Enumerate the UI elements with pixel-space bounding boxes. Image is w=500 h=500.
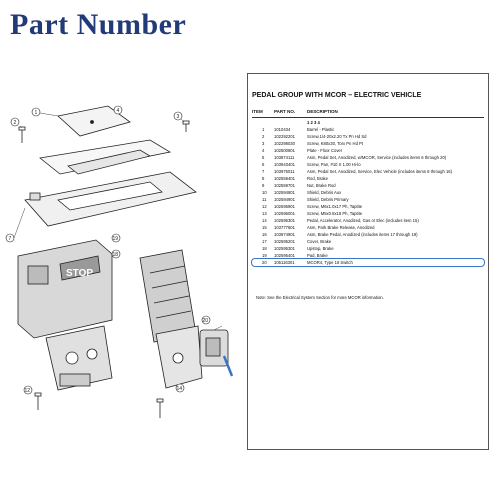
cell-desc: Cover, Brake	[307, 239, 332, 244]
table-row	[252, 245, 484, 252]
cell-part: 103874111	[274, 155, 295, 160]
cell-desc: Pedal, Accelerator, Anodized, Gas or Elec (includes item 15)	[307, 218, 419, 223]
panel-note: Note: See the Electrical System Section for more MCOR information.	[256, 295, 384, 300]
svg-text:4: 4	[116, 108, 120, 114]
svg-text:18: 18	[112, 252, 119, 258]
svg-text:19: 19	[112, 236, 119, 242]
cell-desc: Screw, K80x30, Torx Pn Hd Pt	[307, 141, 364, 146]
cell-desc: Barrel - Plastic	[307, 127, 335, 132]
cell-part: 102596001	[274, 211, 295, 216]
screw-part-3	[183, 121, 189, 132]
cell-desc: Asm, Brake Pedal, Anodized (includes items 17 through 19)	[307, 232, 418, 237]
screw-part-13	[157, 399, 163, 418]
pedal-linkage	[156, 326, 202, 388]
col-desc: DESCRIPTION	[307, 109, 338, 114]
cell-item: 17	[262, 239, 267, 244]
cell-part: 102596301	[274, 218, 295, 223]
cell-part: 103943401	[274, 162, 295, 167]
cell-part: 102298030	[274, 141, 295, 146]
table-body	[252, 119, 484, 266]
cell-item: 10	[262, 190, 267, 195]
cell-item: 2	[262, 134, 265, 139]
table-row	[252, 224, 484, 231]
cell-item: 16	[262, 232, 267, 237]
table-row	[252, 182, 484, 189]
cell-desc: Rod, Brake	[307, 176, 328, 181]
cell-desc: Screw, Pan, #10 X 1.00 Hi-lo	[307, 162, 361, 167]
exploded-parts-diagram	[0, 88, 243, 428]
cell-desc: Plate - Floor Cover	[307, 148, 343, 153]
cell-desc: Asm, Pedal Set, Anodized, Service, Elec Vehicle (includes items 8 through 16)	[307, 169, 453, 174]
brake-bracket	[18, 240, 112, 338]
table-row	[252, 154, 484, 161]
cell-item: 8	[262, 176, 265, 181]
callout-19	[112, 234, 120, 242]
screw-part-2	[19, 127, 25, 143]
callout-14	[176, 384, 184, 392]
cell-item: 14	[262, 218, 267, 223]
parts-table-panel	[247, 73, 489, 450]
table-row	[252, 217, 484, 224]
table-row	[252, 203, 484, 210]
table-row	[252, 168, 484, 175]
svg-text:12: 12	[24, 388, 31, 394]
cell-part: 102594901	[274, 197, 295, 202]
cell-item: 18	[262, 246, 267, 251]
callout-20	[202, 316, 210, 324]
cell-desc: MCOR4, Type 16 Switch	[307, 260, 353, 265]
callout-2	[11, 118, 19, 126]
cell-desc: Pad, Brake	[307, 253, 328, 258]
table-row	[252, 210, 484, 217]
cell-desc: Shield, Debris Primary	[307, 197, 349, 202]
cell-item: 4	[262, 148, 265, 153]
cell-part: 102595301	[274, 246, 295, 251]
svg-text:14: 14	[176, 386, 183, 392]
stop-label: STOP	[66, 268, 94, 279]
cell-item: 15	[262, 225, 267, 230]
cell-desc: Upstop, Brake	[307, 246, 334, 251]
cell-part: 102559401	[274, 176, 295, 181]
cell-item: 11	[262, 197, 267, 202]
lower-mechanism	[46, 326, 112, 390]
cell-item: 19	[262, 253, 267, 258]
level-marks: 1 2 3 4	[307, 120, 320, 125]
cell-desc: Screw,1/4-20x2.20 Tx Pn Hd Sd	[307, 134, 367, 139]
cell-desc: Asm, Park Brake Release, Anodized	[307, 225, 375, 230]
cell-desc: Asm, Pedal Set, Anodized, w/MCOR, Service (includes items 6 through 20)	[307, 155, 447, 160]
mcor-switch-part-20	[200, 330, 228, 366]
table-row	[252, 147, 484, 154]
upper-cover	[40, 140, 170, 174]
page-heading: Part Number	[10, 8, 187, 41]
table-row	[252, 175, 484, 182]
cell-part: 102292201	[274, 134, 295, 139]
table-row	[252, 126, 484, 133]
cell-desc: Screw, M6x1.0x17 Ph, Taptite	[307, 204, 363, 209]
cell-part: 102594801	[274, 190, 295, 195]
svg-text:3: 3	[176, 114, 180, 120]
cell-desc: Nut, Brake Rod	[307, 183, 336, 188]
col-item: ITEM	[252, 109, 263, 114]
cell-part: 102559701	[274, 183, 295, 188]
table-row	[252, 231, 484, 238]
callout-4	[114, 106, 122, 114]
level-marks-row	[252, 119, 484, 126]
cell-part: 103975011	[274, 169, 295, 174]
svg-text:20: 20	[202, 318, 209, 324]
cell-item: 7	[262, 169, 265, 174]
table-row	[252, 259, 484, 266]
table-row	[252, 133, 484, 140]
cell-part: 102500801	[274, 148, 295, 153]
callout-12	[24, 386, 32, 394]
svg-text:2: 2	[13, 120, 17, 126]
callout-18	[112, 250, 120, 258]
cell-item: 3	[262, 141, 265, 146]
cell-item: 5	[262, 155, 265, 160]
table-row	[252, 238, 484, 245]
table-row	[252, 189, 484, 196]
cell-item: 20	[262, 260, 267, 265]
cell-part: 1010434	[274, 127, 291, 132]
table-row	[252, 252, 484, 259]
svg-text:1: 1	[34, 110, 38, 116]
cell-item: 12	[262, 204, 267, 209]
screw-part-12	[35, 393, 41, 410]
cell-desc: Shield, Debris Aux	[307, 190, 342, 195]
cell-item: 13	[262, 211, 267, 216]
cell-item: 9	[262, 183, 265, 188]
panel-title: PEDAL GROUP WITH MCOR – ELECTRIC VEHICLE	[252, 92, 422, 99]
cell-part: 102595401	[274, 253, 295, 258]
housing-frame	[25, 172, 196, 226]
table-row	[252, 196, 484, 203]
table-row	[252, 140, 484, 147]
cell-part: 105116301	[274, 260, 295, 265]
svg-text:7: 7	[8, 236, 12, 242]
callout-3	[174, 112, 182, 120]
cell-item: 1	[262, 127, 265, 132]
cell-item: 6	[262, 162, 265, 167]
cell-part: 103974901	[274, 232, 295, 237]
col-part: PART NO.	[274, 109, 296, 114]
table-header	[252, 107, 484, 118]
cell-part: 103777601	[274, 225, 295, 230]
cell-desc: Screw, M5x0.8x18 Ph, Taptite	[307, 211, 363, 216]
table-row	[252, 161, 484, 168]
cell-part: 102595901	[274, 204, 295, 209]
cell-part: 102595201	[274, 239, 295, 244]
callout-7	[6, 234, 14, 242]
callout-1	[32, 108, 40, 116]
